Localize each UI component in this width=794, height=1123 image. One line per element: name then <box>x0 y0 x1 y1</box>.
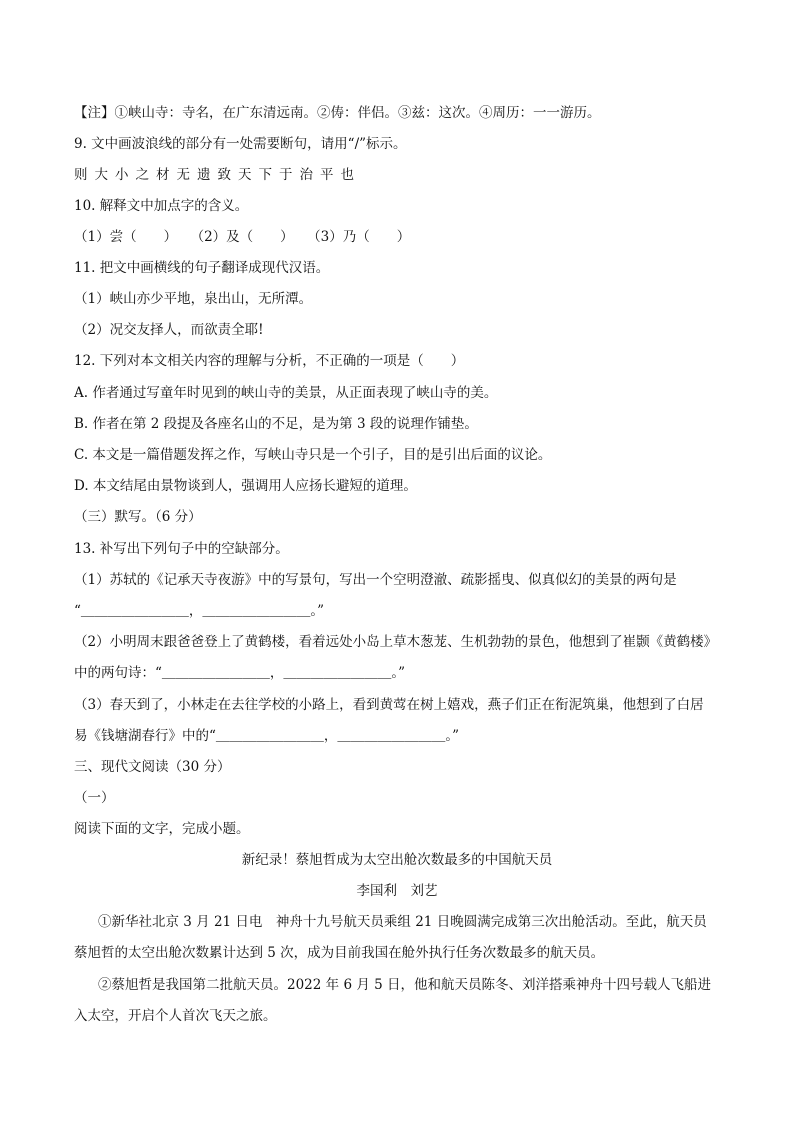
question-11-item: （2）况交友择人，而欲责全耶! <box>74 322 264 338</box>
section-dictation-heading: （三）默写。（6 分） <box>74 509 202 525</box>
question-12-option-b: B. 作者在第 2 段提及各座名山的不足，是为第 3 段的说理作铺垫。 <box>74 416 478 432</box>
section-3-heading: 三、现代文阅读（30 分） <box>74 759 231 775</box>
article-authors: 李国利 刘艺 <box>356 883 438 899</box>
question-10-items: （1）尝（ ） （2）及（ ） （3）乃（ ） <box>74 229 411 245</box>
section-3-sub: （一） <box>74 790 115 806</box>
question-12-option-a: A. 作者通过写童年时见到的峡山寺的美景，从正面表现了峡山寺的美。 <box>74 385 498 401</box>
question-13-line: （2）小明周末跟爸爸登上了黄鹤楼，看着远处小岛上草木葱茏、生机勃勃的景色，他想到了崔颢《黄鹤楼》 <box>74 634 718 650</box>
question-13-line: “＿＿＿＿＿＿＿＿，＿＿＿＿＿＿＿＿。” <box>74 603 325 619</box>
article-paragraph-line: 入太空，开启个人首次飞天之旅。 <box>74 1008 277 1024</box>
article-paragraph-line: 蔡旭哲的太空出舱次数累计达到 5 次，成为目前我国在舱外执行任务次数最多的航天员。 <box>74 945 605 961</box>
question-12-option-d: D. 本文结尾由景物谈到人，强调用人应扬长避短的道理。 <box>74 478 417 494</box>
article-title: 新纪录！蔡旭哲成为太空出舱次数最多的中国航天员 <box>241 852 553 868</box>
question-13-line: （1）苏轼的《记承天寺夜游》中的写景句，写出一个空明澄澈、疏影摇曳、似真似幻的美景的两句是 <box>74 572 677 588</box>
question-9: 9. 文中画波浪线的部分有一处需要断句，请用“/”标示。 <box>74 136 407 152</box>
article-paragraph-line: ②蔡旭哲是我国第二批航天员。2022 年 6 月 5 日，他和航天员陈冬、刘洋搭乘神舟十四号载人飞船进 <box>98 977 711 993</box>
question-13-line: （3）春天到了，小林走在去往学校的小路上，看到黄莺在树上嬉戏，燕子们正在衔泥筑巢，他想到了白居 <box>74 697 704 713</box>
article-paragraph-line: ①新华社北京 3 月 21 日电 神舟十九号航天员乘组 21 日晚圆满完成第三次出舱活动。至此，航天员 <box>98 914 707 930</box>
question-13-line: 易《钱塘湖春行》中的“＿＿＿＿＿＿＿＿，＿＿＿＿＿＿＿＿。” <box>74 728 460 744</box>
question-11: 11. 把文中画横线的句子翻译成现代汉语。 <box>74 260 330 276</box>
question-9-text: 则大小之材无遗致天下于治平也 <box>74 167 361 183</box>
annotation-note: 【注】①峡山寺：寺名，在广东清远南。②俦：伴侣。③兹：这次。④周历：一一游历。 <box>74 105 601 121</box>
section-3-instruction: 阅读下面的文字，完成小题。 <box>74 821 250 837</box>
question-13-line: 中的两句诗：“＿＿＿＿＿＿＿＿，＿＿＿＿＿＿＿＿。” <box>74 665 406 681</box>
question-12-option-c: C. 本文是一篇借题发挥之作，写峡山寺只是一个引子，目的是引出后面的议论。 <box>74 447 552 463</box>
question-13: 13. 补写出下列句子中的空缺部分。 <box>74 541 289 557</box>
question-12: 12. 下列对本文相关内容的理解与分析，不正确的一项是（ ） <box>74 353 465 369</box>
question-10: 10. 解释文中加点字的含义。 <box>74 198 249 214</box>
question-11-item: （1）峡山亦少平地，泉出山，无所潭。 <box>74 291 313 307</box>
